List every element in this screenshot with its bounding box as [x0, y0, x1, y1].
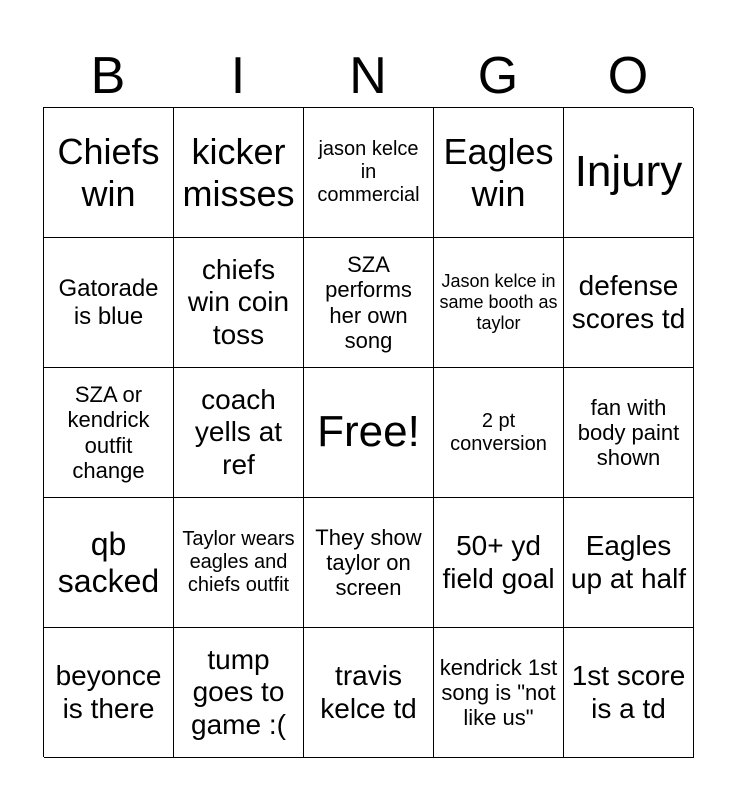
- bingo-cell-r1c3[interactable]: jason kelce in commercial: [304, 108, 434, 238]
- bingo-cell-r2c5[interactable]: defense scores td: [564, 238, 694, 368]
- bingo-cell-r1c4[interactable]: Eagles win: [434, 108, 564, 238]
- bingo-cell-r5c4[interactable]: kendrick 1st song is "not like us": [434, 628, 564, 758]
- bingo-cell-r3c1[interactable]: SZA or kendrick outfit change: [44, 368, 174, 498]
- bingo-cell-r5c1[interactable]: beyonce is there: [44, 628, 174, 758]
- bingo-cell-r3c4[interactable]: 2 pt conversion: [434, 368, 564, 498]
- bingo-cell-r5c5[interactable]: 1st score is a td: [564, 628, 694, 758]
- header-letter-b: B: [90, 47, 126, 105]
- header-letter-i: I: [230, 47, 246, 105]
- bingo-header: [43, 46, 693, 106]
- bingo-cell-r3c2[interactable]: coach yells at ref: [174, 368, 304, 498]
- bingo-cell-r5c3[interactable]: travis kelce td: [304, 628, 434, 758]
- bingo-cell-r1c5[interactable]: Injury: [564, 108, 694, 238]
- bingo-cell-r4c2[interactable]: Taylor wears eagles and chiefs outfit: [174, 498, 304, 628]
- bingo-cell-r2c3[interactable]: SZA performs her own song: [304, 238, 434, 368]
- bingo-cell-r4c1[interactable]: qb sacked: [44, 498, 174, 628]
- header-letter-n: N: [349, 47, 387, 105]
- bingo-cell-r2c2[interactable]: chiefs win coin toss: [174, 238, 304, 368]
- bingo-cell-r4c5[interactable]: Eagles up at half: [564, 498, 694, 628]
- bingo-cell-r3c5[interactable]: fan with body paint shown: [564, 368, 694, 498]
- bingo-cell-r4c3[interactable]: They show taylor on screen: [304, 498, 434, 628]
- bingo-cell-r5c2[interactable]: tump goes to game :(: [174, 628, 304, 758]
- bingo-cell-r1c1[interactable]: Chiefs win: [44, 108, 174, 238]
- header-letter-o: O: [607, 47, 649, 105]
- bingo-cell-r1c2[interactable]: kicker misses: [174, 108, 304, 238]
- header-letter-g: G: [477, 47, 519, 105]
- bingo-cell-r4c4[interactable]: 50+ yd field goal: [434, 498, 564, 628]
- bingo-cell-r2c4[interactable]: Jason kelce in same booth as taylor: [434, 238, 564, 368]
- bingo-board: [43, 107, 693, 757]
- bingo-cell-r2c1[interactable]: Gatorade is blue: [44, 238, 174, 368]
- bingo-cell-r3c3-free[interactable]: Free!: [304, 368, 434, 498]
